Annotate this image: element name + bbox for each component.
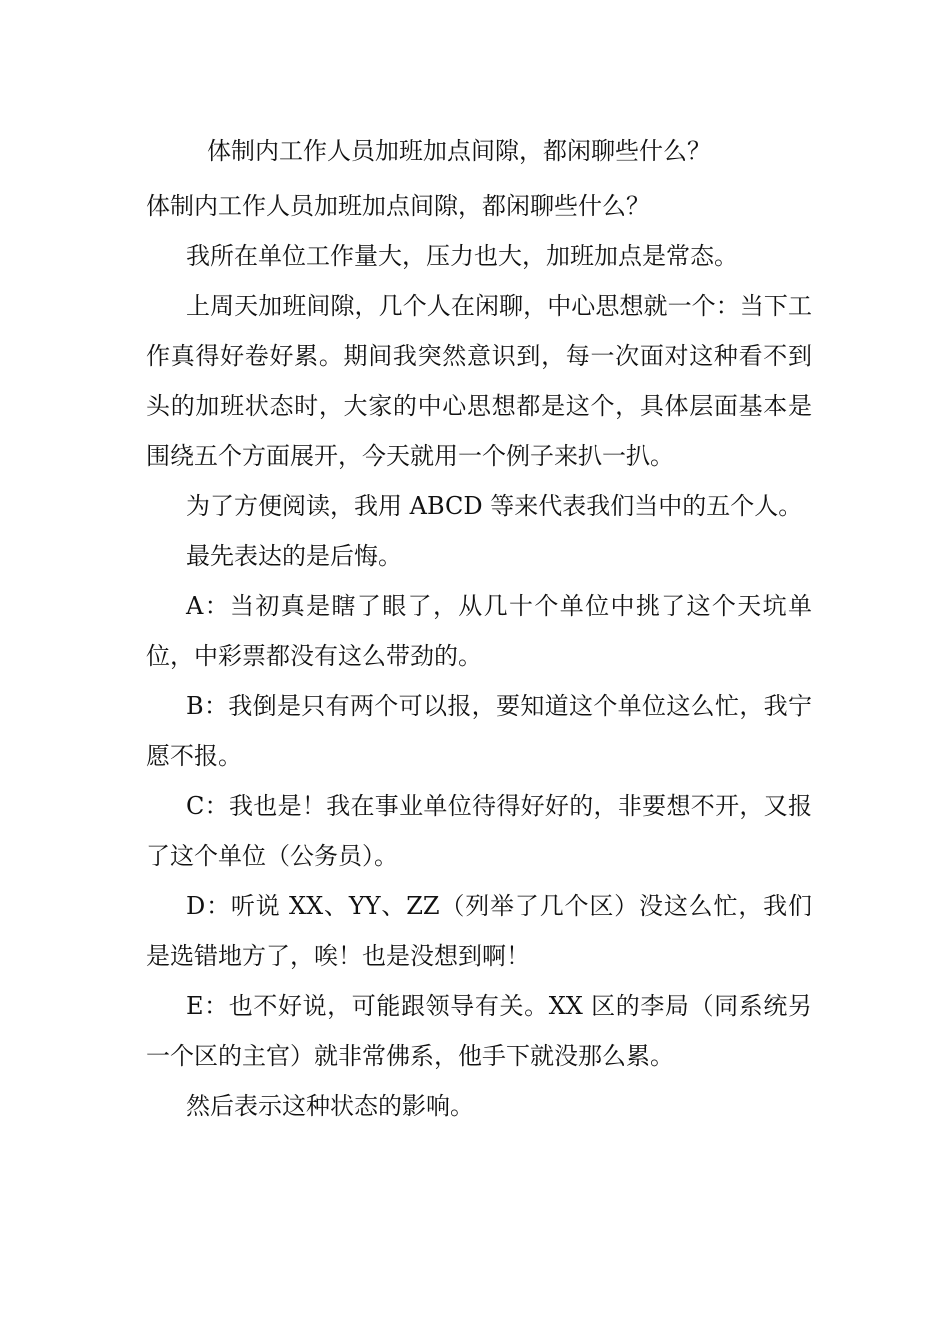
paragraph-reading-note: 为了方便阅读，我用 ABCD 等来代表我们当中的五个人。 [186, 492, 803, 520]
paragraph-speaker-c: C：我也是！我在事业单位待得好好的，非要想不开，又报了这个单位（公务员）。 [146, 792, 812, 870]
paragraph-regret-heading: 最先表达的是后悔。 [186, 542, 402, 570]
document-body [146, 181, 812, 1131]
paragraph-intro: 我所在单位工作量大，压力也大，加班加点是常态。 [186, 242, 738, 270]
paragraph-speaker-b: B：我倒是只有两个可以报，要知道这个单位这么忙，我宁愿不报。 [146, 692, 812, 770]
paragraph-impact-heading: 然后表示这种状态的影响。 [186, 1092, 474, 1120]
paragraph-speaker-a: A：当初真是瞎了眼了，从几十个单位中挑了这个天坑单位，中彩票都没有这么带劲的。 [146, 592, 812, 670]
document-title: 体制内工作人员加班加点间隙，都闲聊些什么？ [207, 137, 711, 165]
paragraph-context: 上周天加班间隙，几个人在闲聊，中心思想就一个：当下工作真得好卷好累。期间我突然意识到，每一次面对这种看不到头的加班状态时，大家的中心思想都是这个，具体层面基本是围绕五个方面展开，今天就用一个例子来扒一扒。 [146, 292, 812, 470]
paragraph-speaker-d: D：听说 XX、YY、ZZ（列举了几个区）没这么忙，我们是选错地方了，唉！也是没想到啊！ [146, 892, 812, 970]
paragraph-repeated-title: 体制内工作人员加班加点间隙，都闲聊些什么？ [146, 192, 650, 220]
paragraph-speaker-e: E：也不好说，可能跟领导有关。XX 区的李局（同系统另一个区的主官）就非常佛系，他手下就没那么累。 [146, 992, 812, 1070]
